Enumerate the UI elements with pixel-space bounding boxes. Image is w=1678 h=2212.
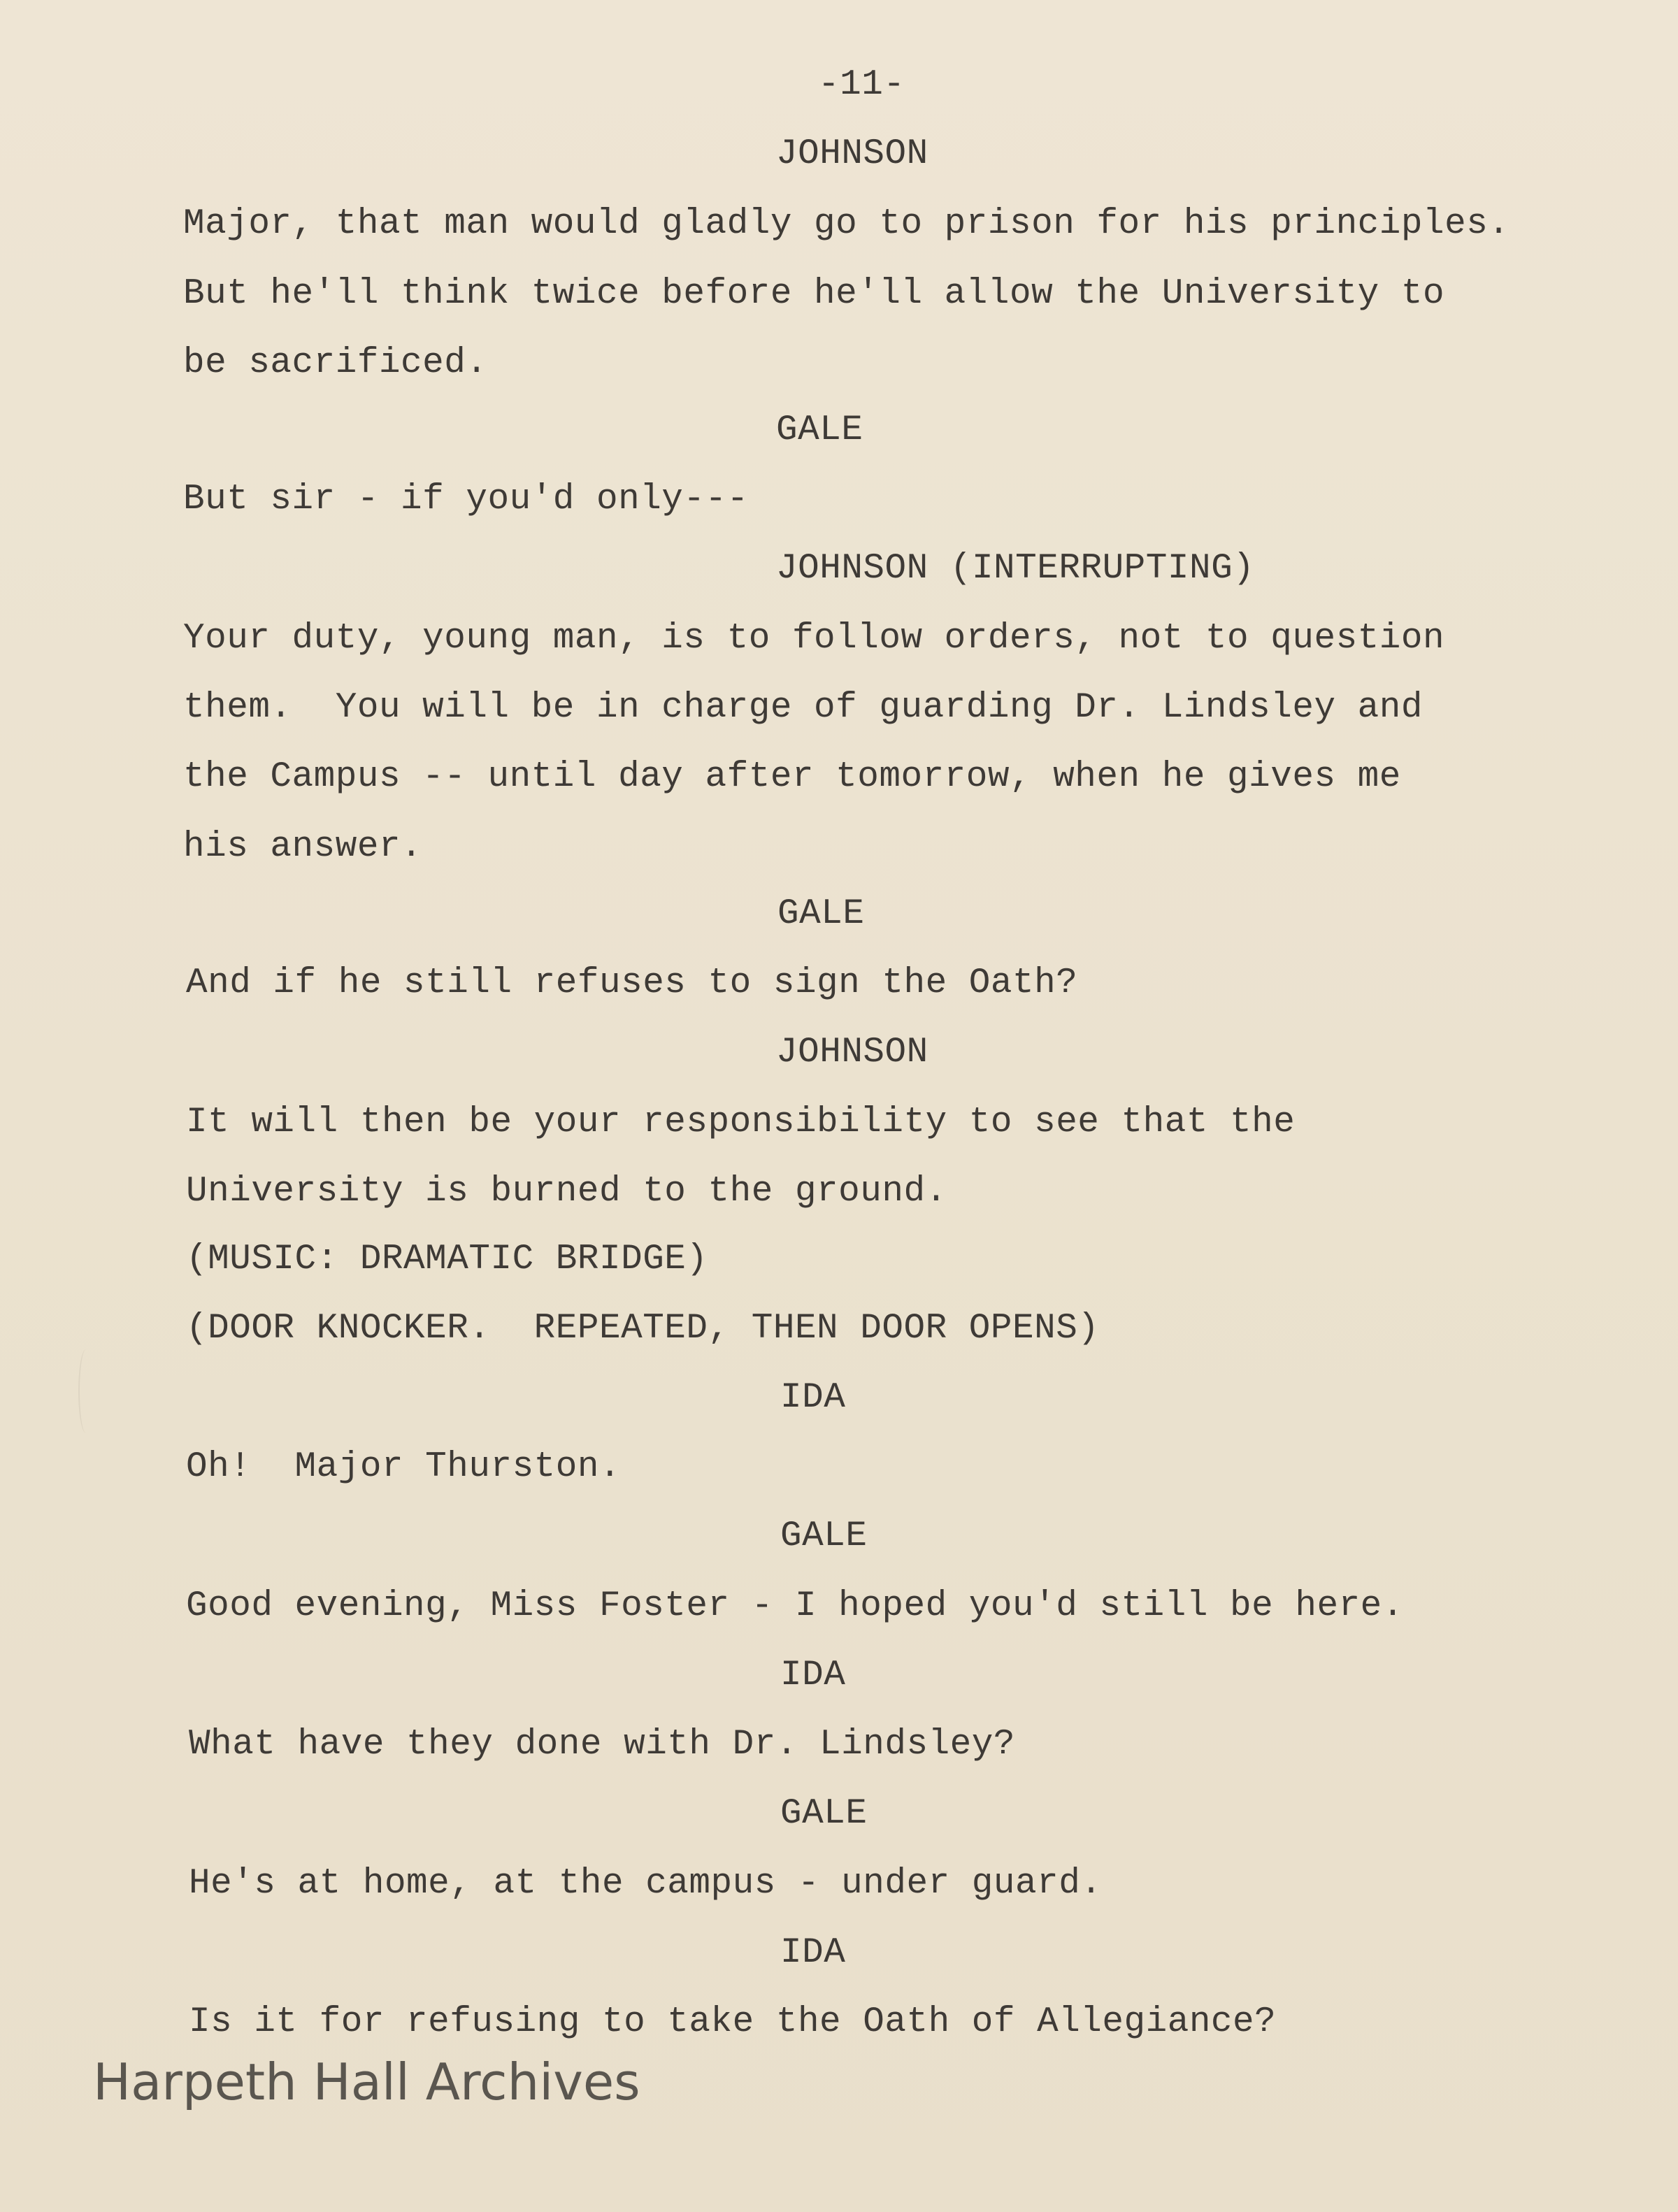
- speaker-name: JOHNSON: [776, 134, 928, 174]
- speaker-name: IDA: [780, 1933, 846, 1973]
- dialogue-line: He's at home, at the campus - under guard.: [189, 1864, 1103, 1904]
- dialogue-line: his answer.: [183, 827, 423, 867]
- speaker-name: GALE: [777, 894, 865, 934]
- dialogue-line: Good evening, Miss Foster - I hoped you'd still be here.: [186, 1586, 1404, 1626]
- archive-watermark: Harpeth Hall Archives: [93, 2053, 640, 2111]
- speaker-name: GALE: [776, 410, 863, 450]
- speaker-name: IDA: [780, 1656, 846, 1695]
- stage-direction: (MUSIC: DRAMATIC BRIDGE): [186, 1240, 708, 1279]
- dialogue-line: Is it for refusing to take the Oath of Allegiance?: [189, 2002, 1277, 2042]
- dialogue-line: the Campus -- until day after tomorrow, when he gives me: [183, 757, 1401, 797]
- page-number: -11-: [818, 65, 905, 105]
- speaker-name: JOHNSON: [776, 1033, 928, 1072]
- dialogue-line: Your duty, young man, is to follow orders, not to question: [183, 619, 1445, 659]
- stage-direction: (DOOR KNOCKER. REPEATED, THEN DOOR OPENS): [186, 1309, 1100, 1349]
- speaker-name: JOHNSON (INTERRUPTING): [776, 549, 1255, 589]
- dialogue-line: Major, that man would gladly go to prison for his principles.: [183, 204, 1510, 244]
- speaker-name: GALE: [780, 1516, 868, 1556]
- dialogue-line: University is burned to the ground.: [186, 1172, 947, 1212]
- dialogue-line: But he'll think twice before he'll allow the University to: [183, 274, 1445, 314]
- speaker-name: GALE: [780, 1794, 868, 1834]
- dialogue-line: Oh! Major Thurston.: [186, 1447, 622, 1487]
- dialogue-line: be sacrificed.: [183, 343, 488, 383]
- dialogue-line: And if he still refuses to sign the Oath?: [186, 963, 1078, 1003]
- dialogue-line: But sir - if you'd only---: [183, 480, 749, 519]
- dialogue-line: them. You will be in charge of guarding Dr. Lindsley and: [183, 688, 1423, 728]
- speaker-name: IDA: [780, 1378, 846, 1418]
- paper-crease: [78, 1349, 94, 1433]
- dialogue-line: It will then be your responsibility to see that the: [186, 1103, 1296, 1142]
- dialogue-line: What have they done with Dr. Lindsley?: [189, 1725, 1015, 1765]
